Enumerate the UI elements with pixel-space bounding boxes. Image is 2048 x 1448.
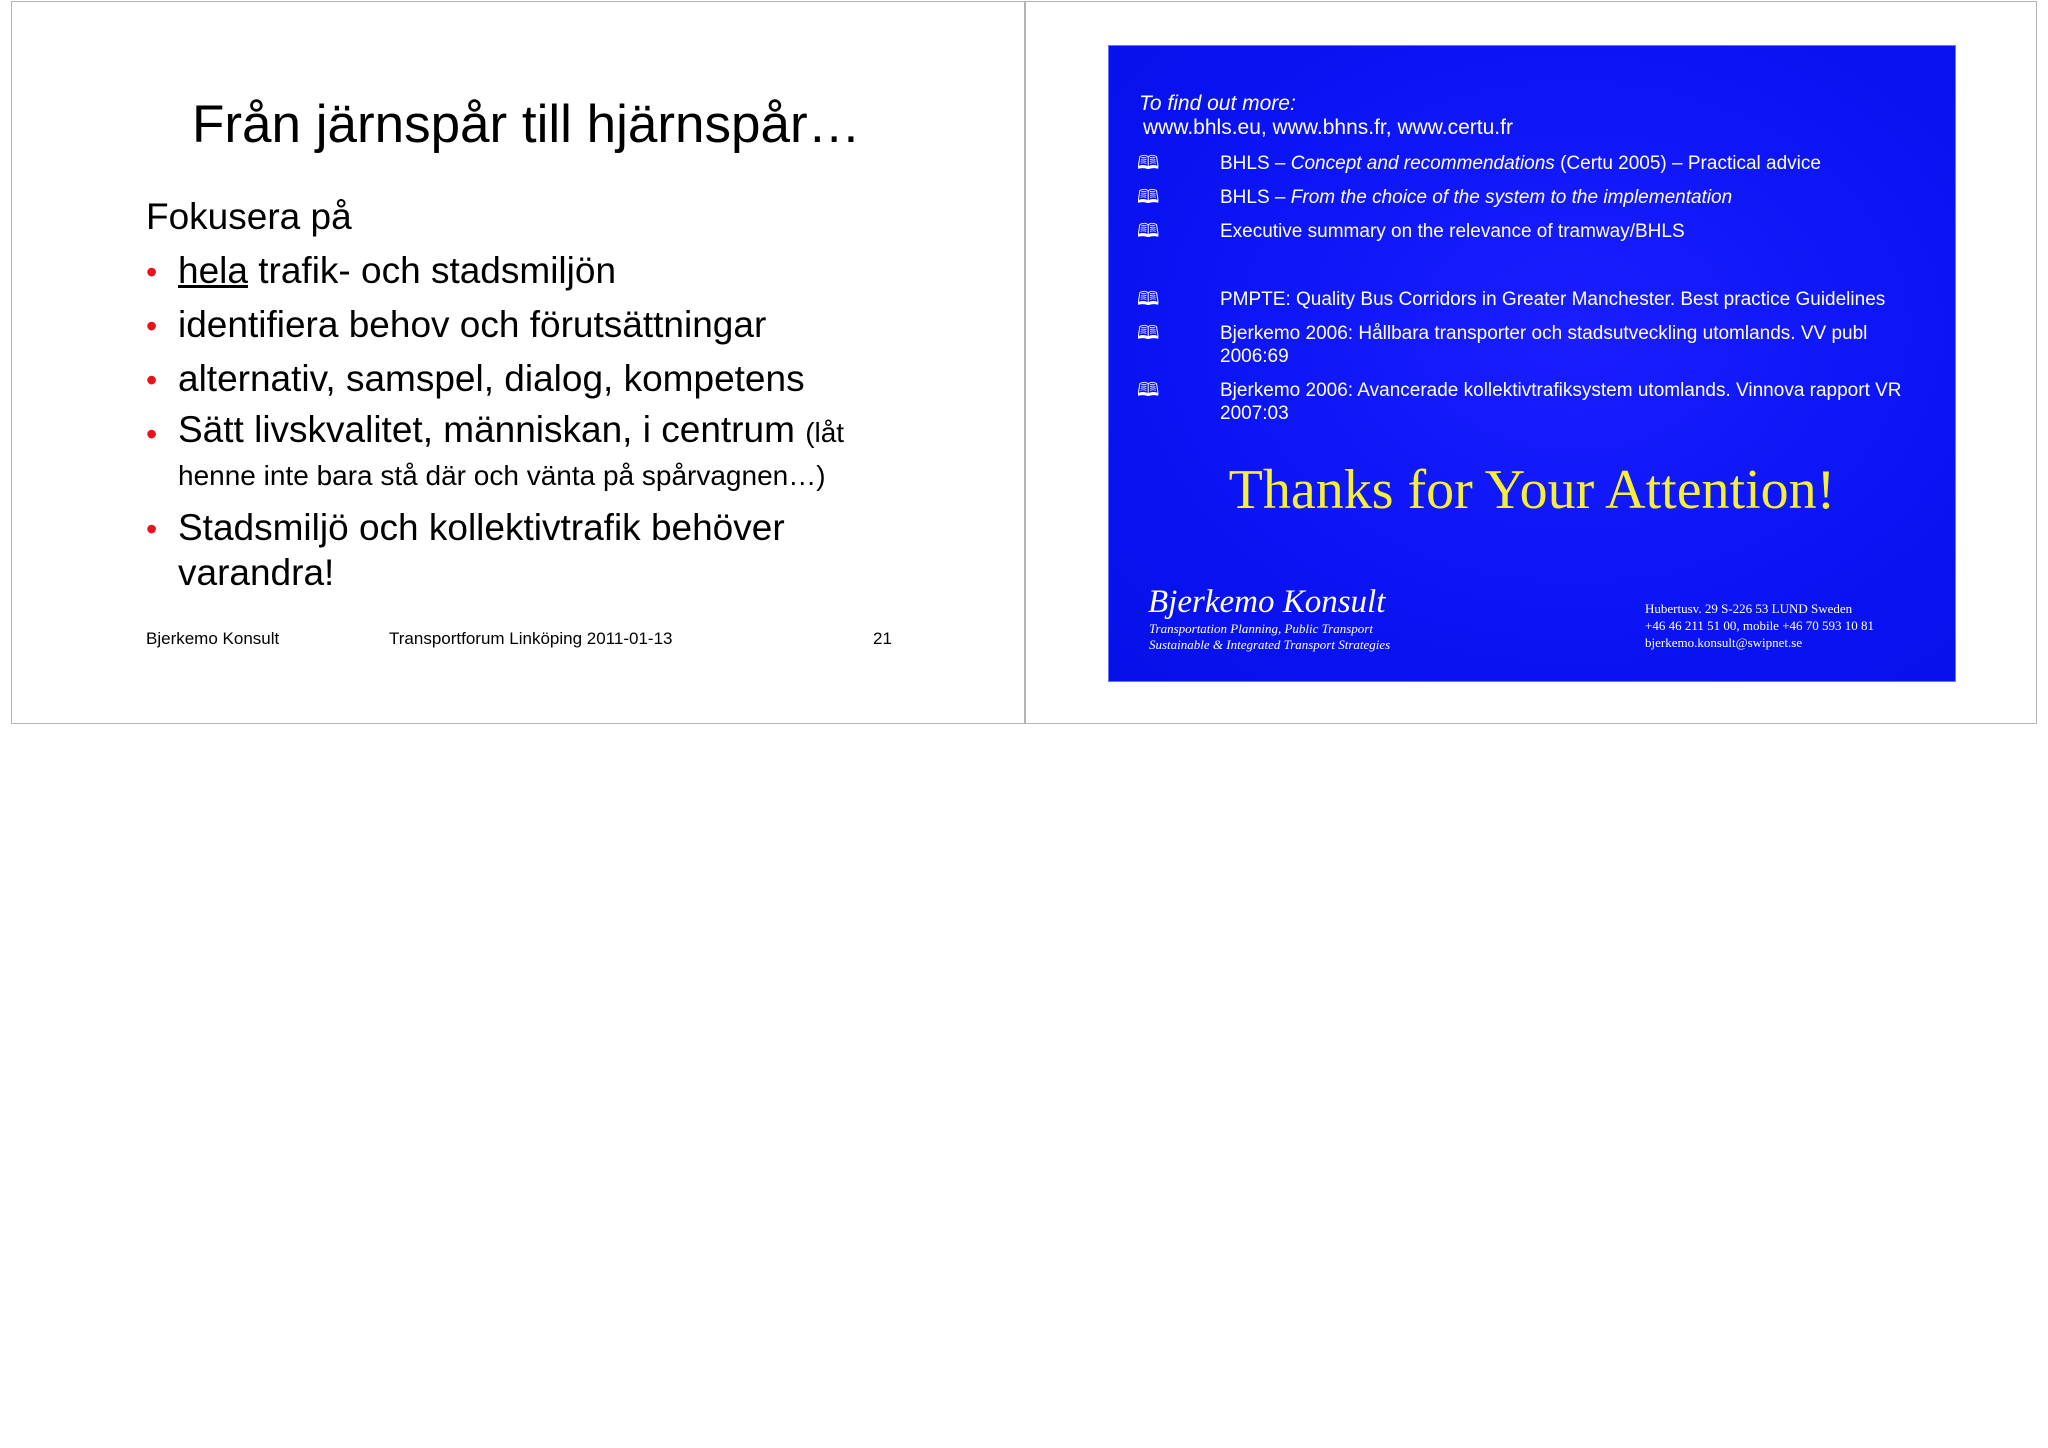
bullet-text: trafik- och stadsmiljön bbox=[247, 250, 617, 291]
bullet-item bbox=[146, 505, 906, 595]
more-info-label: To find out more: bbox=[1139, 92, 1296, 115]
contact-address: Hubertusv. 29 S-226 53 LUND Sweden bbox=[1645, 601, 1853, 616]
open-book-icon: 🕮 bbox=[1137, 187, 1160, 208]
reference-links: www.bhls.eu, www.bhns.fr, www.certu.fr bbox=[1143, 116, 1513, 139]
bullet-item bbox=[146, 356, 906, 401]
slide-right bbox=[1108, 45, 1956, 682]
reference-text: PMPTE: Quality Bus Corridors in Greater Manchester. Best practice Guidelines bbox=[1220, 289, 1886, 310]
contact-phone: +46 46 211 51 00, mobile +46 70 593 10 81 bbox=[1645, 618, 1875, 633]
open-book-icon: 🕮 bbox=[1137, 323, 1160, 344]
tagline: Transportation Planning, Public Transport bbox=[1149, 621, 1373, 636]
brand-name: Bjerkemo Konsult bbox=[1148, 584, 1386, 620]
bullet-item bbox=[146, 302, 906, 347]
red-dot-icon: • bbox=[146, 511, 158, 547]
bullet-text: Stadsmiljö och kollektivtrafik behöver varandra! bbox=[178, 507, 785, 593]
footer-event: Transportforum Linköping 2011-01-13 bbox=[389, 629, 673, 648]
reference-text: Bjerkemo 2006: Hållbara transporter och stadsutveckling utomlands. VV publ 2006:69 bbox=[1220, 323, 1868, 367]
bullet-text: alternativ, samspel, dialog, kompetens bbox=[178, 358, 805, 399]
slide-title: Från järnspår till hjärnspår… bbox=[192, 95, 861, 154]
red-dot-icon: • bbox=[146, 362, 158, 398]
bullet-list bbox=[146, 248, 906, 604]
contact-email: bjerkemo.konsult@swipnet.se bbox=[1645, 635, 1803, 650]
red-dot-icon: • bbox=[146, 308, 158, 344]
open-book-icon: 🕮 bbox=[1137, 380, 1160, 401]
page-number: 21 bbox=[873, 629, 892, 648]
tagline: Sustainable & Integrated Transport Strategies bbox=[1149, 637, 1391, 652]
reference-text: BHLS – From the choice of the system to the implementation bbox=[1220, 187, 1733, 208]
red-dot-icon: • bbox=[146, 254, 158, 290]
red-dot-icon: • bbox=[146, 416, 158, 452]
bullet-item bbox=[146, 248, 906, 293]
thanks-heading: Thanks for Your Attention! bbox=[1228, 459, 1836, 521]
footer-author: Bjerkemo Konsult bbox=[146, 629, 280, 648]
bullet-item bbox=[146, 410, 906, 496]
open-book-icon: 🕮 bbox=[1137, 289, 1160, 310]
reference-text: Executive summary on the relevance of tramway/BHLS bbox=[1220, 221, 1685, 242]
bullet-aside: (låt henne inte bara stå där och vänta på spårvagnen…) bbox=[178, 417, 845, 491]
bullet-text: identifiera behov och förutsättningar bbox=[178, 304, 767, 345]
bullet-underlined: hela bbox=[178, 250, 248, 291]
slide-divider bbox=[1024, 1, 1026, 724]
lead-text: Fokusera på bbox=[146, 196, 352, 237]
open-book-icon: 🕮 bbox=[1137, 153, 1160, 174]
reference-text: BHLS – Concept and recommendations (Certu 2005) – Practical advice bbox=[1220, 153, 1821, 174]
bullet-text: Sätt livskvalitet, människan, i centrum bbox=[178, 409, 806, 450]
reference-text: Bjerkemo 2006: Avancerade kollektivtrafiksystem utomlands. Vinnova rapport VR 2007:03 bbox=[1220, 380, 1902, 424]
open-book-icon: 🕮 bbox=[1137, 221, 1160, 242]
